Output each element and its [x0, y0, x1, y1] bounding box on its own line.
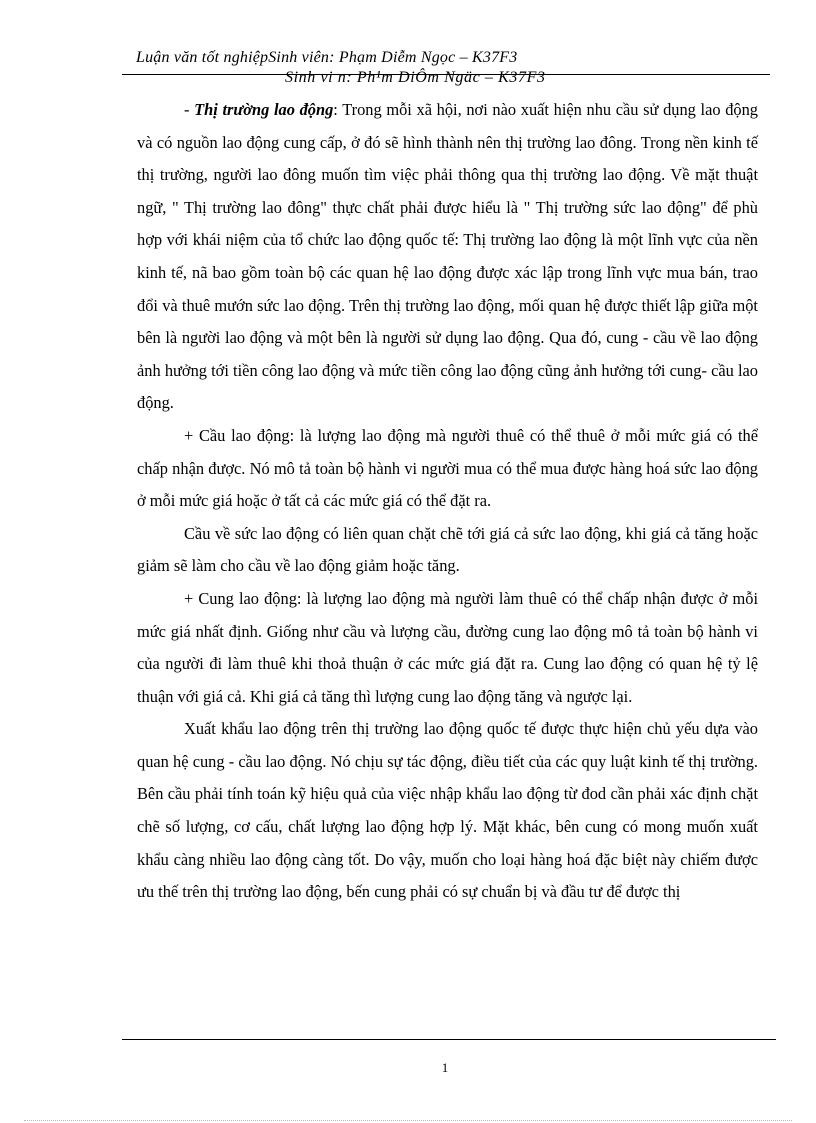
- paragraph-labor-market: [137, 94, 758, 420]
- term-labor-market: Thị trường lao động: [194, 100, 334, 119]
- header-title: Luận văn tốt nghiệpSinh viên: Phạm Diễm Ngọc – K37F3: [136, 49, 518, 66]
- paragraph-labor-supply: + Cung lao động: là lượng lao động mà người làm thuê có thể chấp nhận được ở mỗi mức giá nhất định. Giống như cầu và lượng cầu, đường cung lao động mô tả toàn bộ hành vi của người đi làm thuê khi thoả thuận ở các mức giá đặt ra. Cung lao động có quan hệ tỷ lệ thuận với giá cả. Khi giá cả tăng thì lượng cung lao động tăng và ngược lại.: [137, 588, 758, 706]
- paragraph-text: : Trong mỗi xã hội, nơi nào xuất hiện nhu cầu sử dụng lao động và có nguồn lao động cung cấp, ở đó sẽ hình thành nên thị trường lao đông. Trong nền kinh tế thị trường, người lao đông muốn tìm việc phải thông qua thị trường lao động. Về mặt thuật ngữ, " Thị trường lao đông" thực chất phải được hiểu là " Thị trường sức lao động" để phù hợp với khái niệm của tổ chức lao động quốc tế: Thị trường lao động là một lĩnh vực của nền kinh tế, nã bao gồm toàn bộ các quan hệ lao động được xác lập trong lĩnh vực mua bán, trao đổi và thuê mướn sức lao động. Trên thị trường lao động, mối quan hệ được thiết lập giữa một bên là người lao động và một bên là người sử dụng lao động. Qua đó, cung - cầu về lao động ảnh hưởng tới tiền công lao động và mức tiền công lao động cũng ảnh hưởng tới cung- cầu lao động.: [137, 100, 758, 413]
- paragraph-demand-price: Cầu về sức lao động có liên quan chặt chẽ tới giá cả sức lao động, khi giá cả tăng hoặc giảm sẽ làm cho cầu về lao động giảm hoặc tăng.: [137, 523, 758, 576]
- paragraph-labor-demand: + Cầu lao động: là lượng lao động mà người thuê có thể thuê ở mỗi mức giá có thể chấp nhận được. Nó mô tả toàn bộ hành vi người mua có thể mua được hàng hoá sức lao động ở mỗi mức giá hoặc ở tất cả các mức giá có thể đặt ra.: [137, 425, 758, 511]
- list-dash: -: [184, 100, 195, 119]
- document-body: [137, 94, 758, 909]
- page-number: 1: [441, 1060, 449, 1075]
- header-duplicate-author: Sinh vi n: Ph¹m DiÔm Ngäc – K37F3: [285, 69, 546, 86]
- paragraph-labor-export: Xuất khẩu lao động trên thị trường lao động quốc tế được thực hiện chủ yếu dựa vào quan hệ cung - cầu lao động. Nó chịu sự tác động, điều tiết của các quy luật kinh tế thị trường. Bên cầu phải tính toán kỹ hiệu quả của việc nhập khẩu lao động từ đod cần phải xác định chặt chẽ số lượng, cơ cấu, chất lượng lao động hợp lý. Mặt khác, bên cung có mong muốn xuất khẩu càng nhiều lao động càng tốt. Do vậy, muốn cho loại hàng hoá đặc biệt này chiếm được ưu thế trên thị trường lao động, bến cung phải có sự chuẩn bị và đầu tư để được thị: [137, 719, 758, 902]
- page-bottom-border: [24, 1120, 792, 1121]
- footer-rule: [122, 1039, 776, 1040]
- header-rule: [122, 74, 770, 75]
